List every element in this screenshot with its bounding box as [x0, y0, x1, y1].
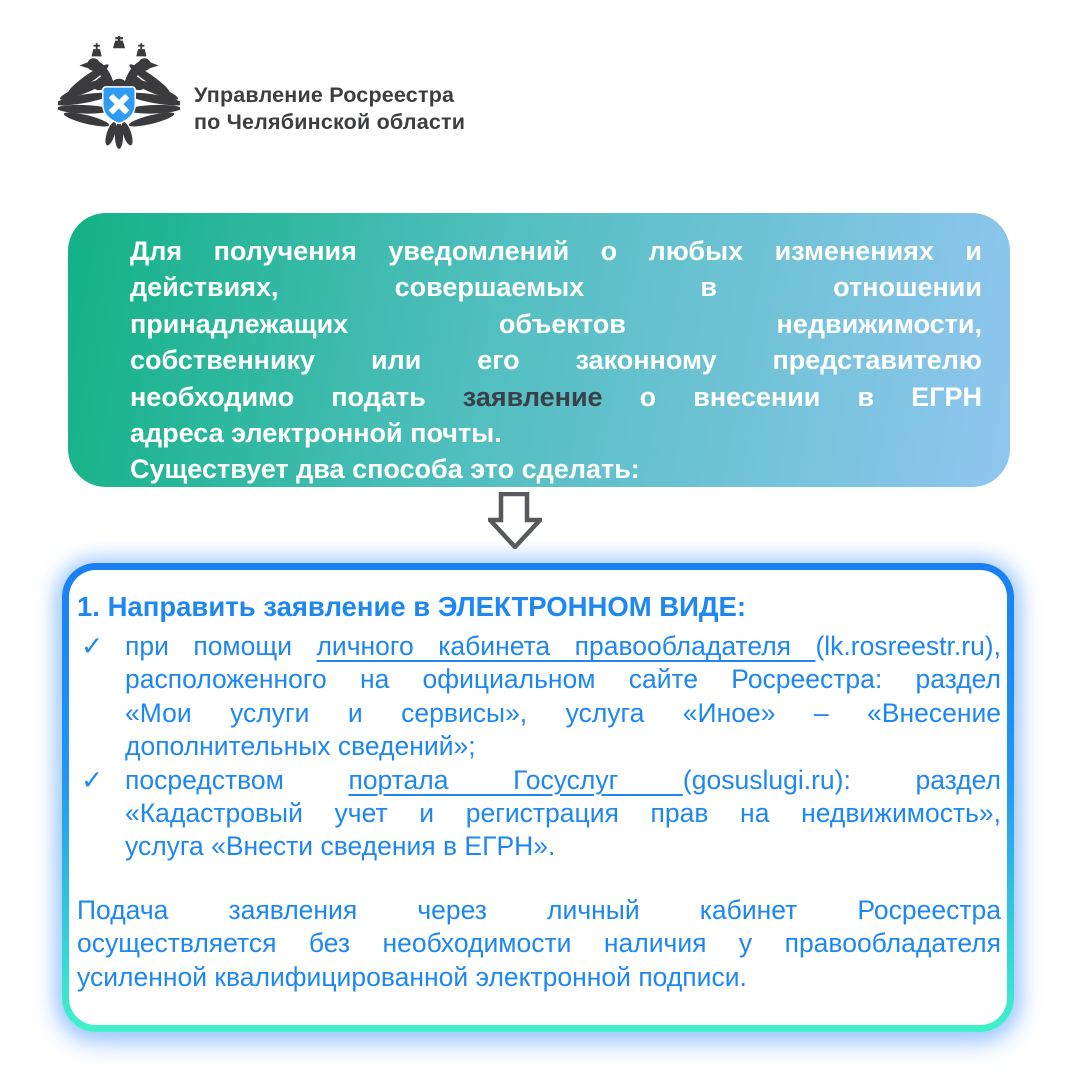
bullet-item-1 [77, 630, 1001, 764]
bullet-1-line1: при помощи личного кабинета правообладателя (lk.rosreestr.ru), [125, 631, 1001, 661]
bullet-2-line1: посредством портала Госуслуг (gosuslugi.ru): раздел [125, 764, 1001, 795]
intro-card [68, 213, 1010, 487]
shield-icon [103, 87, 136, 124]
bullet-2-text [125, 764, 1001, 864]
method-card [69, 570, 1007, 1025]
down-arrow-icon [488, 492, 542, 549]
method-heading: 1. Направить заявление в ЭЛЕКТРОННОМ ВИДЕ: [77, 591, 747, 622]
note-line3: усиленной квалифицированной электронной подписи. [77, 961, 747, 992]
intro-line: собственнику или его законному представителю [130, 345, 982, 376]
method-card-border [62, 563, 1014, 1032]
double-headed-eagle-icon [58, 36, 180, 150]
intro-line: действиях, совершаемых в отношении [130, 272, 982, 303]
bullet-1-text [125, 630, 1001, 764]
intro-line: Для получения уведомлений о любых изменениях и [130, 236, 982, 266]
intro-line5-post: о внесении в ЕГРН [602, 381, 982, 412]
bullet-1-line3: «Мои услуги и сервисы», услуга «Иное» – «Внесение [125, 697, 1001, 728]
header-logo-block [58, 36, 465, 150]
bullet-2-line3: услуга «Внести сведения в ЕГРН». [125, 831, 556, 862]
check-icon: ✓ [81, 764, 104, 795]
intro-highlight-word: заявление [462, 381, 603, 412]
org-name-line1: Управление Росреестра [194, 83, 455, 107]
gosuslugi-link-text: портала Госуслуг [348, 764, 683, 795]
intro-line-highlighted [130, 379, 982, 415]
check-icon: ✓ [81, 631, 104, 661]
note-line2: осуществляется без необходимости наличия у правообладателя [77, 928, 1001, 959]
note-paragraph [77, 894, 1001, 994]
bullet-1-line2: расположенного на официальном сайте Росреестра: раздел [125, 664, 1001, 695]
method-bullet-list [77, 630, 1001, 864]
intro-line: Существует два способа это сделать: [130, 454, 640, 485]
bullet-1-line4: дополнительных сведений»; [125, 731, 476, 762]
lk-rosreestr-link-text: личного кабинета правообладателя [316, 631, 816, 661]
intro-line: принадлежащих объектов недвижимости, [130, 308, 982, 339]
bullet-2-line2: «Кадастровый учет и регистрация прав на недвижимость», [125, 798, 1001, 829]
bullet-item-2 [77, 764, 1001, 864]
intro-line5-pre: необходимо подать [130, 381, 463, 412]
note-line1: Подача заявления через личный кабинет Росреестра [77, 894, 1001, 925]
org-name-line2: по Челябинской области [194, 110, 466, 134]
org-name [194, 82, 465, 136]
intro-line: адреса электронной почты. [130, 418, 502, 449]
